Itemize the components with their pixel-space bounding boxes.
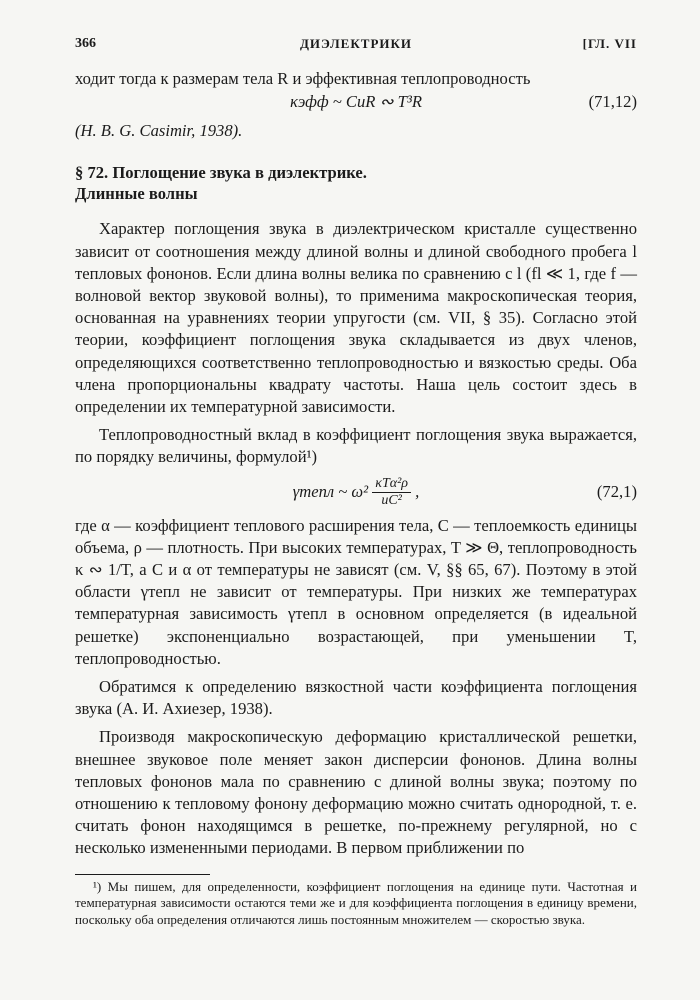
- page: [75, 36, 637, 928]
- equation-formula: κэфф ~ CuR ∾ T³R: [290, 92, 422, 112]
- equation-lhs: γтепл ~ ω²: [292, 481, 369, 501]
- fraction-numerator: κTα²ρ: [372, 476, 411, 493]
- paragraph-5: Производя макроскопическую деформацию кристаллической решетки, внешнее звуковое поле меняет закон дисперсии фононов. Длина волны тепловых фононов мала по сравнению с длиной волны звука; поэтому по отношению к тепловому фонону деформацию можно считать однородной, т. е. считать фонон находящимся в решетке, по-прежнему регулярной, но с несколько измененными периодами. В первом приближении по: [75, 727, 637, 858]
- paragraph-4: Обратимся к определению вязкостной части коэффициента поглощения звука (А. И. Ахиезер, 1938).: [75, 677, 637, 719]
- equation-72-1: γтепл ~ ω² $\frac{\text{κTα²ρ}}{\text{uC²}}$ , (72,1): [75, 469, 637, 515]
- equation-number: (71,12): [588, 92, 637, 112]
- equation-number: (72,1): [596, 481, 637, 501]
- chapter-label: [ГЛ. VII: [582, 36, 637, 51]
- equation-71-12: [75, 90, 637, 114]
- paragraph-2: Теплопроводностный вклад в коэффициент поглощения звука выражается, по порядку величины, формулой¹): [75, 425, 637, 467]
- footnote: ¹) Мы пишем, для определенности, коэффициент поглощения на единице пути. Частотная и температурная зависимости остаются теми же и для коэффициента поглощения в единицу времени, поскольку оба определения отличаются лишь постоянным множителем — скоростью звука.: [75, 878, 637, 927]
- running-header: [75, 36, 637, 58]
- section-heading: [75, 162, 637, 204]
- paragraph-3: где α — коэффициент теплового расширения тела, C — теплоемкость единицы объема, ρ — плотность. При высоких температурах, T ≫ Θ, теплопроводность κ ∾ 1/T, а C и α от температуры не зависят (см. V, §§ 65, 67). Поэтому в этой области γтепл не зависит от температуры. При низких же температурах температурная зависимость γтепл в основном определяется (в идеальной решетке) экспоненциально возрастающей, при уменьшении T, теплопроводностью.: [75, 515, 637, 668]
- paragraph-1: Характер поглощения звука в диэлектрическом кристалле существенно зависит от соотношения между длиной волны и длиной свободного пробега l тепловых фононов. Если длина волны велика по сравнению с l (fl ≪ 1, где f — волновой вектор звуковой волны), то применима макроскопическая теория, основанная на уравнениях теории упругости (см. VII, § 35). Согласно этой теории, коэффициент поглощения звука складывается из двух членов, определяющихся соответственно теплопроводностью и вязкостью среды. Оба члена пропорциональны квадрату частоты. Наша цель состоит здесь в определении их температурной зависимости.: [75, 219, 637, 417]
- page-number: 366: [75, 36, 96, 51]
- running-title: ДИЭЛЕКТРИКИ: [299, 36, 413, 51]
- continuation-line: ходит тогда к размерам тела R и эффективная теплопроводность: [75, 69, 531, 88]
- section-title-line1: § 72. Поглощение звука в диэлектрике.: [75, 163, 367, 183]
- equation-fraction: [372, 476, 411, 509]
- footnote-rule: [75, 874, 210, 875]
- section-title-line2: Длинные волны: [75, 184, 198, 204]
- fraction-denominator: uC²: [381, 493, 402, 509]
- citation: (H. B. G. Casimir, 1938).: [75, 121, 243, 141]
